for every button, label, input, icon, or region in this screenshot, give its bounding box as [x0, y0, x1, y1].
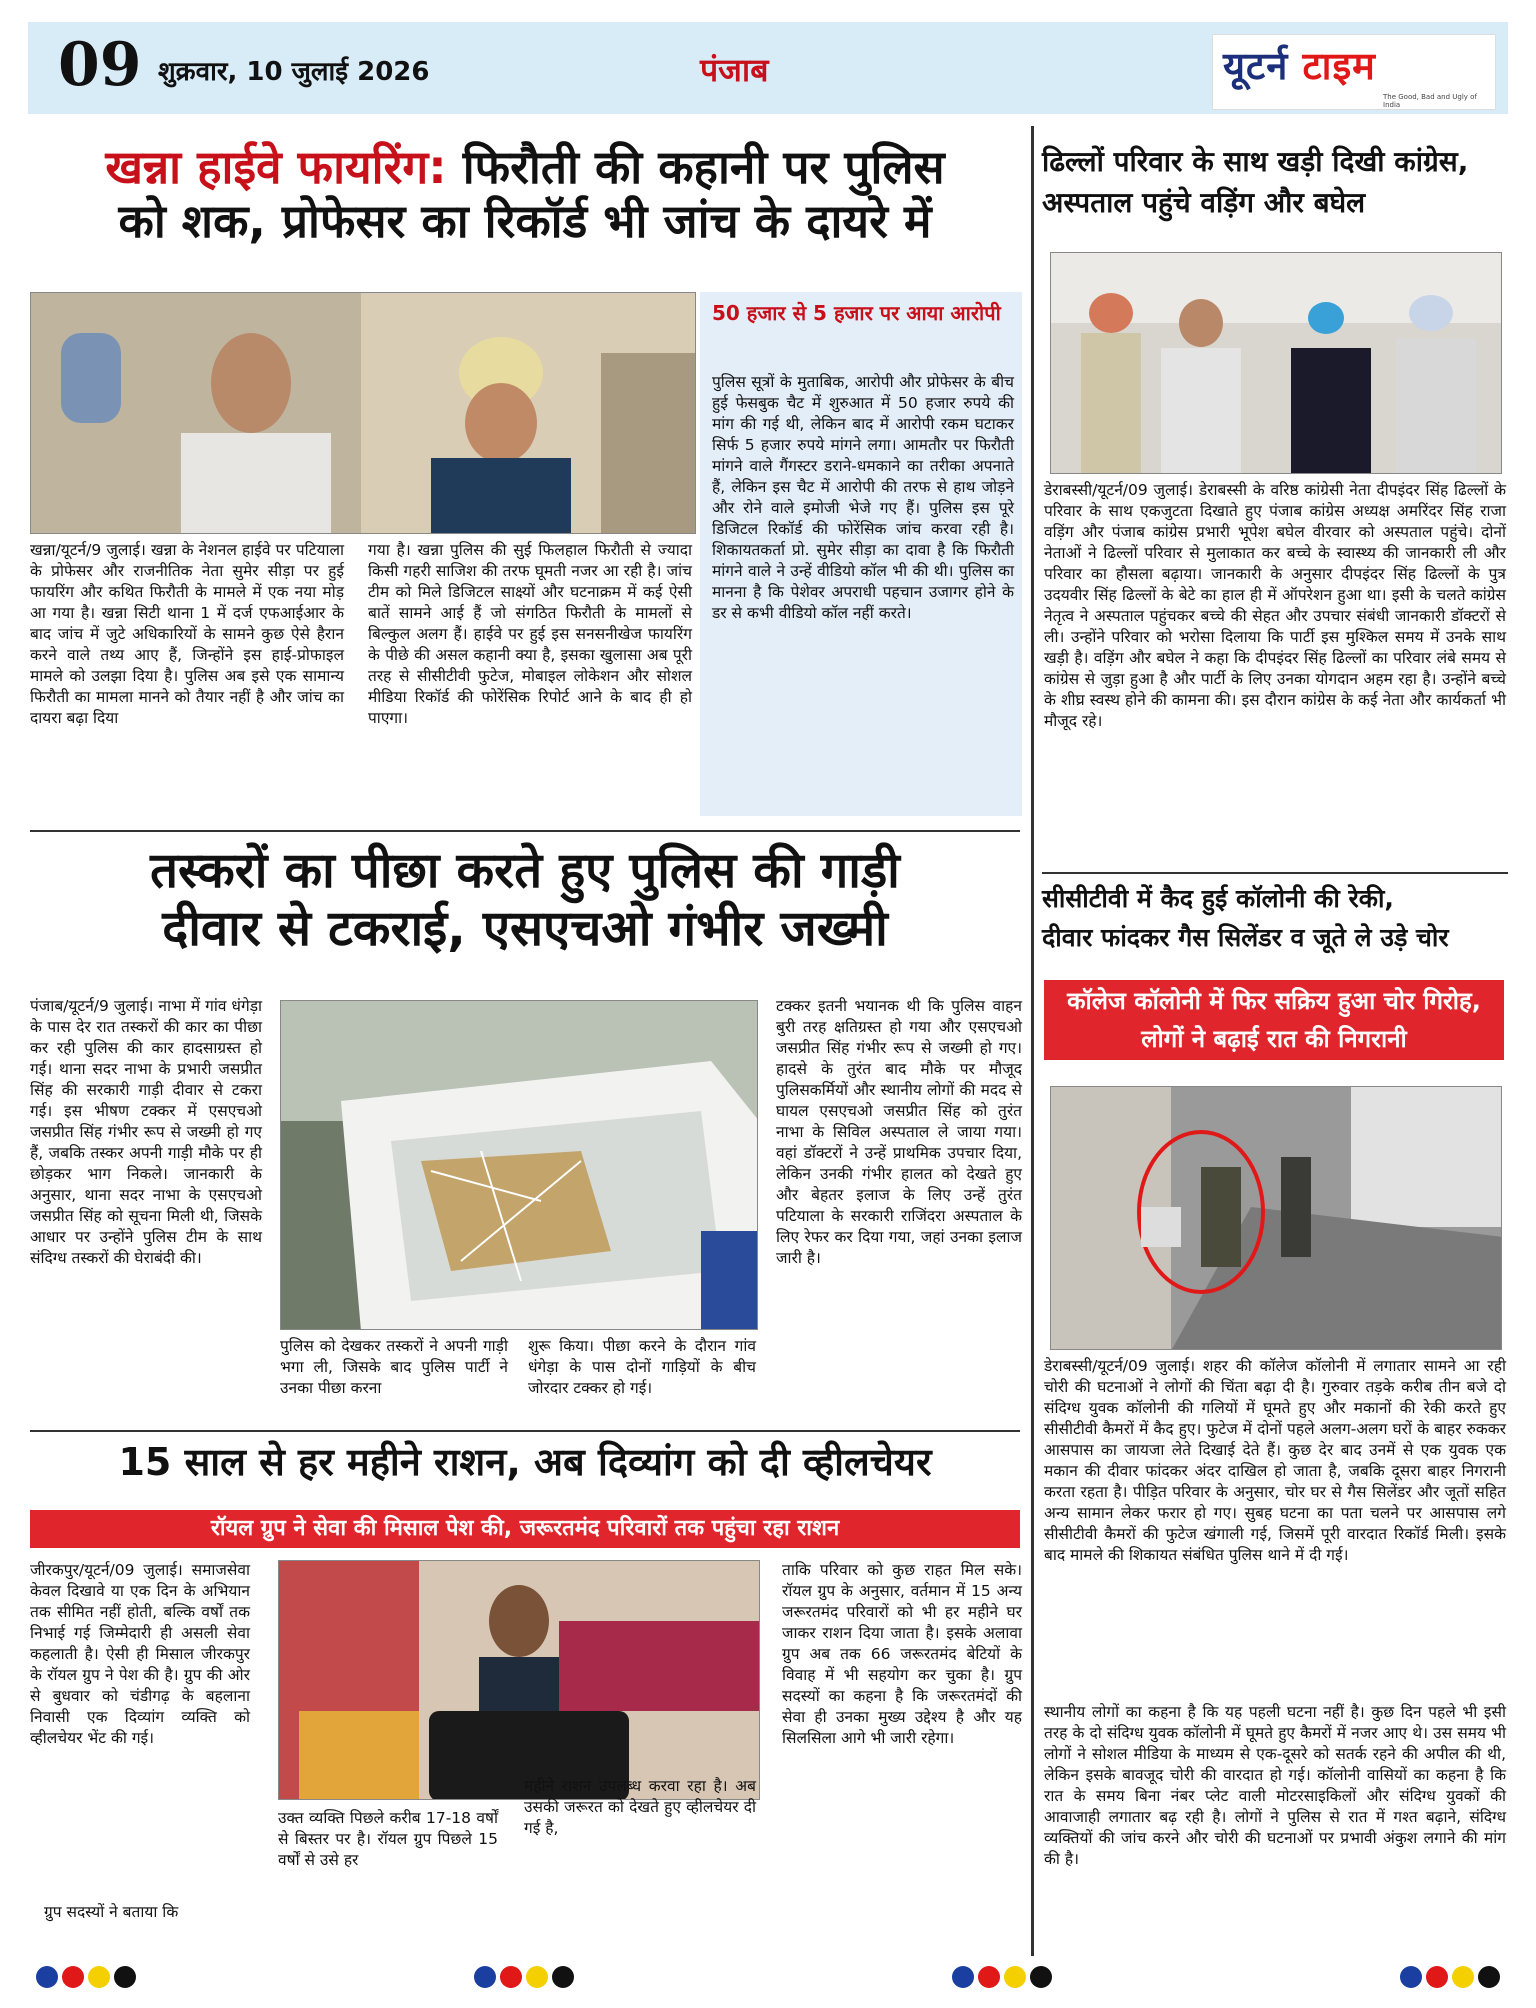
- story2-column-2: पुलिस को देखकर तस्करों ने अपनी गाड़ी भगा ली, जिसके बाद पुलिस पार्टी ने उनका पीछा करना: [280, 1337, 508, 1397]
- reg-dot-yellow: [88, 1966, 110, 1988]
- logo-tagline: The Good, Bad and Ugly of India: [1383, 93, 1477, 109]
- story4-text: डेराबस्सी/यूटर्न/09 जुलाई। डेराबस्सी के वरिष्ठ कांग्रेसी नेता दीपइंदर सिंह ढिल्लों के परिवार के साथ एकजुटता दिखाते हुए पंजाब कांग्रेस अध्यक्ष अमरिंदर सिंह राजा वड़िंग और पंजाब कांग्रेस प्रभारी भूपेश बघेल वीरवार को अस्पताल पहुंचे। दोनों नेताओं ने ढिल्लों परिवार से मुलाकात कर बच्चे के स्वास्थ्य की जानकारी ली और परिवार का हौसला बढ़ाया। जानकारी के अनुसार दीपइंदर सिंह ढिल्लों के पुत्र उदयवीर सिंह ढिल्लों के बेटे का हाल ही में ऑपरेशन हुआ था। इसी के चलते कांग्रेस नेतृत्व ने अस्पताल पहुंचकर बच्चे की सेहत और उपचार संबंधी जानकारी डॉक्टरों से ली। उन्होंने परिवार को भरोसा दिलाया कि पार्टी इस मुश्किल समय में उनके साथ खड़ी है। वड़िंग और बघेल ने कहा कि दीपइंदर सिंह ढिल्लों का परिवार लंबे समय से कांग्रेस से जुड़ा हुआ है और पार्टी के लिए उनका योगदान अहम रहा है। उन्होंने बच्चे के शीघ्र स्वस्थ होने की कामना की। इस दौरान कांग्रेस के कई नेता और कार्यकर्ता भी मौजूद रहे।: [1044, 481, 1506, 730]
- story4-headline: ढिल्लों परिवार के साथ खड़ी दिखी कांग्रेस, अस्पताल पहुंचे वड़िंग और बघेल: [1042, 145, 1469, 219]
- reg-dot-black: [1030, 1966, 1052, 1988]
- story-divider: [1042, 872, 1508, 874]
- story-divider: [30, 830, 1020, 832]
- reg-dot-blue: [474, 1966, 496, 1988]
- reg-dot-red: [1426, 1966, 1448, 1988]
- registration-marks-left: [36, 1966, 136, 1988]
- story5-headline: सीसीटीवी में कैद हुई कॉलोनी की रेकी, दीवार फांदकर गैस सिलेंडर व जूते ले उड़े चोर: [1042, 884, 1449, 952]
- story2-headline: तस्करों का पीछा करते हुए पुलिस की गाड़ी दीवार से टकराई, एसएचओ गंभीर जख्मी: [150, 842, 900, 957]
- column-divider: [1031, 126, 1034, 1956]
- reg-dot-black: [552, 1966, 574, 1988]
- reg-dot-blue: [1400, 1966, 1422, 1988]
- registration-marks-right-center: [952, 1966, 1052, 1988]
- story3-column-1: जीरकपुर/यूटर्न/09 जुलाई। समाजसेवा केवल दिखावे या एक दिन के अभियान तक सीमित नहीं होती, बल्कि वर्षों तक निभाई गई जिम्मेदारी ही असली सेवा कहलाती है। ऐसी ही मिसाल जीरकपुर के रॉयल ग्रुप ने पेश की है। ग्रुप की ओर से बुधवार को चंडीगढ़ के बहलाना निवासी एक दिव्यांग व्यक्ति को व्हीलचेयर भेंट की गई।: [30, 1561, 250, 1747]
- story3-subhead-banner: रॉयल ग्रुप ने सेवा की मिसाल पेश की, जरूरतमंद परिवारों तक पहुंचा रहा राशन: [30, 1510, 1020, 1548]
- reg-dot-yellow: [526, 1966, 548, 1988]
- page-number: 09: [58, 30, 142, 100]
- story1-box-title: 50 हजार से 5 हजार पर आया आरोपी: [712, 301, 1001, 325]
- story1-photo: [30, 292, 696, 534]
- story1-column-1: खन्ना/यूटर्न/9 जुलाई। खन्ना के नेशनल हाईवे पर पटियाला के प्रोफेसर और राजनीतिक नेता सुमेर सीड़ा पर हुई फायरिंग और कथित फिरौती के मामले में एक नया मोड़ आ गया है। खन्ना सिटी थाना 1 में दर्ज एफआईआर के बाद जांच में जुटे अधिकारियों के सामने कुछ ऐसे हैरान करने वाले तथ्य आए हैं, जिन्होंने इस हाई-प्रोफाइल मामले को उलझा दिया है। पुलिस अब इसे एक सामान्य फिरौती का मामला मानने को तैयार नहीं है और जांच का दायरा बढ़ा दिया: [30, 541, 344, 727]
- reg-dot-yellow: [1452, 1966, 1474, 1988]
- reg-dot-black: [1478, 1966, 1500, 1988]
- story3-column-2: उक्त व्यक्ति पिछले करीब 17-18 वर्षों से बिस्तर पर है। रॉयल ग्रुप पिछले 15 वर्षों से उसे हर: [278, 1809, 498, 1869]
- story1-box-text: पुलिस सूत्रों के मुताबिक, आरोपी और प्रोफेसर के बीच हुई फेसबुक चैट में शुरुआत में 50 हजार रुपये की मांग की गई थी, लेकिन बाद में आरोपी रकम घटाकर सिर्फ 5 हजार रुपये मांगने लगा। आमतौर पर फिरौती मांगने वाले गैंगस्टर डराने-धमकाने का तरीका अपनाते हैं, लेकिन इस चैट में आरोपी की तरफ से हाथ जोड़ने और रोने वाले इमोजी भेजे गए हैं। पुलिस इस पूरे डिजिटल रिकॉर्ड की फोरेंसिक जांच करवा रही है। शिकायतकर्ता प्रो. सुमेर सीड़ा का दावा है कि फिरौती मांगने वाले ने उन्हें वीडियो कॉल भी की थी। पुलिस का मानना है कि पेशेवर अपराधी पहचान उजागर होने के डर से कभी वीडियो कॉल नहीं करते।: [712, 373, 1014, 622]
- story1-headline: खन्ना हाईवे फायरिंग: फिरौती की कहानी पर पुलिस को शक, प्रोफेसर का रिकॉर्ड भी जांच के दायरे में: [105, 140, 945, 249]
- story5-cctv-photo: [1050, 1086, 1502, 1350]
- issue-date: शुक्रवार, 10 जुलाई 2026: [158, 57, 430, 87]
- story3-column-3: महीने राशन उपलब्ध करवा रहा है। अब उसकी जरूरत को देखते हुए व्हीलचेयर दी गई है,: [524, 1777, 756, 1837]
- story3-column-4: ताकि परिवार को कुछ राहत मिल सके। रॉयल ग्रुप के अनुसार, वर्तमान में 15 अन्य जरूरतमंद परिवारों को भी हर महीने घर जाकर राशन दिया जाता है। इसके अलावा ग्रुप अब तक 66 जरूरतमंद बेटियों के विवाह में भी सहयोग कर चुका है। ग्रुप सदस्यों का कहना है कि जरूरतमंदों की सेवा ही उनका मुख्य उद्देश्य है और यह सिलसिला आगे भी जारी रहेगा।: [782, 1561, 1022, 1747]
- story4-photo: [1050, 252, 1502, 474]
- section-name: पंजाब: [700, 51, 769, 89]
- story2-column-3: शुरू किया। पीछा करने के दौरान गांव धंगेड़ा के पास दोनों गाड़ियों के बीच जोरदार टक्कर हो गई।: [528, 1337, 756, 1397]
- story5-text-2: स्थानीय लोगों का कहना है कि यह पहली घटना नहीं है। कुछ दिन पहले भी इसी तरह के दो संदिग्ध युवक कॉलोनी में घूमते हुए कैमरों में नजर आए थे। उस समय भी लोगों ने सोशल मीडिया के माध्यम से एक-दूसरे को सतर्क रहने की अपील की थी, लेकिन इसके बावजूद चोरी की वारदात हो गई। कॉलोनी वासियों का कहना है कि रात के समय बिना नंबर प्लेट वाली मोटरसाइकिलों और संदिग्ध युवकों की आवाजाही लगातार बढ़ रही है। लोगों ने पुलिस से रात में गश्त बढ़ाने, संदिग्ध व्यक्तियों की जांच करने और चोरी की घटनाओं पर प्रभावी अंकुश लगाने की मांग की है।: [1044, 1703, 1506, 1868]
- story1-column-2: गया है। खन्ना पुलिस की सुई फिलहाल फिरौती से ज्यादा किसी गहरी साजिश की तरफ घूमती नजर आ रही है। जांच टीम को मिले डिजिटल साक्ष्यों और घटनाक्रम में कई ऐसी बातें सामने आई हैं जो संगठित फिरौती के मामलों से बिल्कुल अलग हैं। हाईवे पर हुई इस सनसनीखेज फायरिंग के पीछे की असल कहानी क्या है, इसका खुलासा अब पूरी तरह से सीसीटीवी फुटेज, मोबाइल लोकेशन और सोशल मीडिया रिकॉर्ड की फोरेंसिक रिपोर्ट आने के बाद ही हो पाएगा।: [368, 541, 692, 727]
- registration-marks-center: [474, 1966, 574, 1988]
- story3-headline: 15 साल से हर महीने राशन, अब दिव्यांग को दी व्हीलचेयर: [118, 1440, 932, 1484]
- reg-dot-yellow: [1004, 1966, 1026, 1988]
- story3-photo: [278, 1560, 760, 1800]
- reg-dot-blue: [36, 1966, 58, 1988]
- reg-dot-red: [978, 1966, 1000, 1988]
- reg-dot-red: [62, 1966, 84, 1988]
- story5-subhead-banner: कॉलेज कॉलोनी में फिर सक्रिय हुआ चोर गिरोह, लोगों ने बढ़ाई रात की निगरानी: [1044, 980, 1504, 1060]
- reg-dot-black: [114, 1966, 136, 1988]
- story5-text: डेराबस्सी/यूटर्न/09 जुलाई। शहर की कॉलेज कॉलोनी में लगातार सामने आ रही चोरी की घटनाओं ने लोगों की चिंता बढ़ा दी है। गुरुवार तड़के करीब तीन बजे दो संदिग्ध युवक कॉलोनी की गलियों में घूमते हुए और मकानों की रेकी करते हुए सीसीटीवी कैमरों में कैद हुए। फुटेज में दोनों पहले अलग-अलग घरों के बाहर रुककर आसपास का जायजा लेते दिखाई देते हैं। कुछ देर बाद उनमें से एक युवक एक मकान की दीवार फांदकर अंदर दाखिल हो जाता है, जबकि दूसरा बाहर निगरानी करता रहता है। पीड़ित परिवार के अनुसार, चोर घर से गैस सिलेंडर और जूतों सहित अन्य सामान लेकर फरार हो गए। सुबह घटना का पता चलने पर आसपास लगे सीसीटीवी कैमरों की फुटेज खंगाली गई, जिसमें पूरी वारदात रिकॉर्ड मिली। इसके बाद मामले की शिकायत संबंधित पुलिस थाने में दी गई।: [1044, 1357, 1506, 1564]
- reg-dot-blue: [952, 1966, 974, 1988]
- registration-marks-right: [1400, 1966, 1500, 1988]
- story2-column-4: टक्कर इतनी भयानक थी कि पुलिस वाहन बुरी तरह क्षतिग्रस्त हो गया और एसएचओ जसप्रीत सिंह गंभीर रूप से जख्मी हो गए। हादसे के तुरंत बाद मौके पर मौजूद पुलिसकर्मियों और स्थानीय लोगों की मदद से घायल एसएचओ जसप्रीत सिंह को तुरंत नाभा के सिविल अस्पताल ले जाया गया। वहां डॉक्टरों ने उन्हें प्राथमिक उपचार दिया, लेकिन उनकी गंभीर हालत को देखते हुए और बेहतर इलाज के लिए उन्हें तुरंत पटियाला के सरकारी राजिंदरा अस्पताल के लिए रेफर कर दिया गया, जहां उनका इलाज जारी है।: [776, 997, 1022, 1267]
- story2-photo: [280, 1000, 758, 1330]
- reg-dot-red: [500, 1966, 522, 1988]
- logo-text: यूटर्न टाइम: [1223, 44, 1376, 88]
- story-divider: [30, 1430, 1020, 1432]
- story2-column-1: पंजाब/यूटर्न/9 जुलाई। नाभा में गांव धंगेड़ा के पास देर रात तस्करों की कार का पीछा कर रही पुलिस की कार हादसाग्रस्त हो गई। थाना सदर नाभा के प्रभारी जसप्रीत सिंह की सरकारी गाड़ी दीवार से टकरा गई। इस भीषण टक्कर में एसएचओ जसप्रीत सिंह गंभीर रूप से जख्मी हो गए हैं, जबकि तस्कर अपनी गाड़ी मौके पर ही छोड़कर भाग निकले। जानकारी के अनुसार, थाना सदर नाभा के एसएचओ जसप्रीत सिंह को सूचना मिली थी, जिसके आधार पर उन्होंने पुलिस टीम के साथ संदिग्ध तस्करों की घेराबंदी की।: [30, 997, 262, 1267]
- story3-column-1-tail: ग्रुप सदस्यों ने बताया कि: [44, 1903, 179, 1921]
- newspaper-logo: [1212, 34, 1496, 110]
